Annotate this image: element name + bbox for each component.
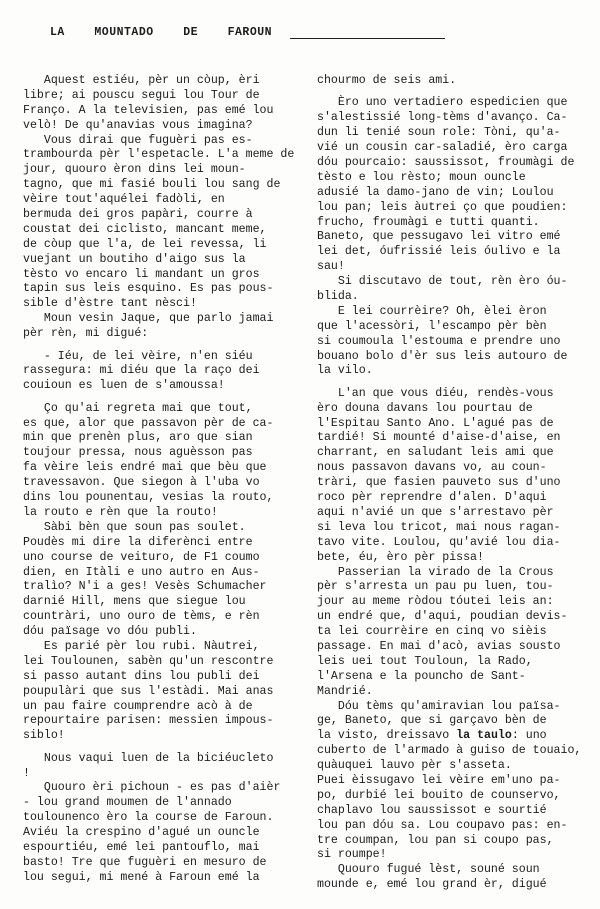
paragraph-gap xyxy=(23,342,298,350)
text-line: basto! Tre que fuguèri en mesuro de xyxy=(23,855,267,869)
text-line: tèsto vo encaro li mandant un gros xyxy=(23,267,260,281)
text-line: si roumpe! xyxy=(317,848,387,862)
text-line: mounde e, emé lou grand èr, digué xyxy=(317,878,547,892)
text-line: vié un cousin car-saladié, èro carga xyxy=(317,141,568,155)
title-underline xyxy=(290,38,445,39)
right-text-column xyxy=(317,74,600,904)
text-line: rassegura: mi diéu que la raço dei xyxy=(23,364,260,378)
text-line: dóu pourcaio: saussissot, froumàgi de xyxy=(317,155,575,169)
text-line: toulounenco èro la course de Faroun. xyxy=(23,811,274,825)
text-line: adusié la damo-jano de vin; Loulou xyxy=(317,185,554,199)
text-line: lou segui, mi mené à Faroun emé la xyxy=(23,870,260,884)
text-line: sible d'èstre tant nèsci! xyxy=(23,297,197,311)
text-line: es que, alor que passavon pèr de ca- xyxy=(23,416,274,430)
text-line: L'an que vous diéu, rendès-vous xyxy=(317,386,554,400)
text-line: lou pan; leis àutrei ço que poudien: xyxy=(317,200,568,214)
text-line: Baneto, que pessugavo lei vitro emé xyxy=(317,230,561,244)
text-line: tèsto e lou rèsto; moun ouncle xyxy=(317,170,526,184)
text-line: aqui n'avié un que s'arrestavo pèr xyxy=(317,505,554,519)
text-line: un pau faire coumprendre acò à de xyxy=(23,699,253,713)
text-line: travessavon. Que siegon à l'uba vo xyxy=(23,476,260,490)
text-line: Nous vaqui luen de la biciéucleto xyxy=(23,751,274,765)
document-title: LA MOUNTADO DE FAROUN xyxy=(50,26,273,39)
text-line: Puei èissugavo lei vèire em'uno pa- xyxy=(317,773,561,787)
text-line: tràri, que fasien pauveto sus d'uno xyxy=(317,476,561,490)
text-line: quàuquei lauvo pèr s'asseta. xyxy=(317,759,512,773)
text-line: s'alestissié long-tèms d'avanço. Ca- xyxy=(317,111,568,125)
text-line: darnié Hill, mens que siegue lou xyxy=(23,595,246,609)
text-line: la vilo. xyxy=(317,364,373,378)
text-line: de còup que l'a, de lei revessa, li xyxy=(23,237,267,251)
text-line: tre coumpan, lou pan si coupo pas, xyxy=(317,833,554,847)
text-line: Si discutavo de tout, rèn èro óu- xyxy=(317,275,568,289)
text-line: ta lei courrèire en cinq vo sièis xyxy=(317,625,547,639)
text-line: toujour pressa, nous aguèsson pas xyxy=(23,446,253,460)
text-line: min que prenèn plus, aro que sian xyxy=(23,431,253,445)
text-line: cuberto de l'armado à guiso de touaio, xyxy=(317,744,582,758)
text-line: Vous dirai que fuguèri pas es- xyxy=(23,133,253,147)
text-line: poupulàri que sus l'estàdi. Mai anas xyxy=(23,684,274,698)
text-line: libre; ai pouscu segui lou Tour de xyxy=(23,88,260,102)
text-line: repourtaire parisen: messien impous- xyxy=(23,714,274,728)
text-line: - Iéu, de lei vèire, n'en siéu xyxy=(23,349,253,363)
text-line: passage. En mai d'acò, avias sousto xyxy=(317,639,561,653)
left-text-column xyxy=(23,74,298,904)
text-line: E lei courrèire? Oh, èlei èron xyxy=(317,304,547,318)
text-line: Dóu tèms qu'amiravian lou païsa- xyxy=(317,699,561,713)
text-line: Moun vesin Jaque, que parlo jamai xyxy=(23,312,274,326)
text-line: roco pèr reprendre d'alen. D'aqui xyxy=(317,491,547,505)
text-line: l'Espitau Santo Ano. L'agué pas de xyxy=(317,416,554,430)
text-line: countràri, uno ouro de tèms, e rèn xyxy=(23,610,260,624)
text-line: Es parié pèr lou rubi. Nàutrei, xyxy=(23,639,260,653)
text-line: vuejant un boutiho d'aigo sus la xyxy=(23,252,246,266)
paragraph-gap xyxy=(23,394,298,402)
text-line: la visto, dreissavo la taulo: uno xyxy=(317,729,547,743)
text-line: tavo vite. Loulou, qu'avié lou dia- xyxy=(317,535,561,549)
text-line: Aviéu la crespino d'agué un ouncle xyxy=(23,826,260,840)
text-line: uno course de veituro, de F1 coumo xyxy=(23,550,260,564)
text-line: la routo e rèn que la routo! xyxy=(23,505,218,519)
text-line: chourmo de seis ami. xyxy=(317,74,457,87)
text-line: ge, Baneto, que si garçavo bèn de xyxy=(317,714,547,728)
text-line: lou pan dóu sa. Lou coupavo pas: en- xyxy=(317,818,568,832)
text-line: que l'acessòri, l'escampo pèr bèn xyxy=(317,319,547,333)
paragraph-gap xyxy=(23,744,298,752)
text-line: tardié! Si mounté d'aise-d'aise, en xyxy=(317,431,561,445)
text-line: ! xyxy=(23,766,30,780)
text-line: un endré que, d'aqui, poudian devis- xyxy=(317,610,568,624)
text-line: velò! De qu'anavias vous imagina? xyxy=(23,118,253,132)
text-line: Aquest estiéu, pèr un còup, èri xyxy=(23,74,260,87)
text-line: Ço qu'ai regreta mai que tout, xyxy=(23,401,253,415)
text-line: l'Arsena e la pouncho de Sant- xyxy=(317,669,526,683)
text-line: vèire tout'aquélei fadòli, en xyxy=(23,193,225,207)
text-line: jour, quouro èron dins lei moun- xyxy=(23,163,246,177)
text-line: jour au meme ròdou tóutei leis an: xyxy=(317,595,554,609)
text-line: nous passavon davans vo, au coun- xyxy=(317,461,547,475)
text-line: èro douna davans lou pourtau de xyxy=(317,401,533,415)
text-line: si leva lou tricot, mai nous ragan- xyxy=(317,520,561,534)
text-line: trambourda pèr l'espetacle. L'a meme de xyxy=(23,148,295,162)
line-tail: : uno xyxy=(511,729,547,743)
text-line: Poudès mi dire la diferènci entre xyxy=(23,535,253,549)
text-line: si coumoula l'estouma e prendre uno xyxy=(317,334,561,348)
text-line: Quouro fugué lèst, souné soun xyxy=(317,863,540,877)
paragraph-gap xyxy=(317,379,600,387)
text-line: espourtiéu, emé lei pantouflo, mai xyxy=(23,841,260,855)
text-line: pèr rèn, mi digué: xyxy=(23,327,149,341)
text-line: Èro uno vertadiero espedicien que xyxy=(317,96,568,110)
text-line: dóu païsage vo dóu publi. xyxy=(23,625,197,639)
text-line: dien, en Itàli e uno autro en Aus- xyxy=(23,565,260,579)
text-line: fa vèire leis endré mai que bèu que xyxy=(23,461,267,475)
text-line: si passo autant dins lou publi dei xyxy=(23,669,260,683)
text-line: coustat dei ciclisto, mancant meme, xyxy=(23,222,267,236)
text-line: sau! xyxy=(317,260,345,274)
text-line: couioun es luen de s'amoussa! xyxy=(23,379,225,393)
text-line: lei det, óufrissié leis óulivo e la xyxy=(317,245,561,259)
text-line: blida. xyxy=(317,289,359,303)
bold-phrase: la taulo xyxy=(456,729,512,743)
text-line: charrant, en saludant leis ami que xyxy=(317,446,554,460)
text-line: dun li tenié soun role: Tòni, qu'a- xyxy=(317,126,561,140)
text-line: bouano bolo d'èr sus leis autouro de xyxy=(317,349,568,363)
text-line: tagno, que mi fasié bouli lou sang de xyxy=(23,178,281,192)
text-line: - lou grand moumen de l'annado xyxy=(23,796,232,810)
text-line: pèr s'arresta un pau pu luen, tou- xyxy=(317,580,554,594)
text-line: frucho, froumàgi e tutti quanti. xyxy=(317,215,540,229)
text-line: po, durbié lei bouito de counservo, xyxy=(317,788,561,802)
text-line: Mandrié. xyxy=(317,684,373,698)
text-line: lei Toulounen, sabèn qu'un rescontre xyxy=(23,654,274,668)
text-line: bermuda dei gros papàri, courre à xyxy=(23,208,253,222)
text-line: leis uei tout Touloun, la Rado, xyxy=(317,654,533,668)
text-line: Passerian la virado de la Crous xyxy=(317,565,554,579)
text-line: Sàbi bèn que soun pas soulet. xyxy=(23,520,246,534)
text-line: chaplavo lou saussissot e sourtié xyxy=(317,803,547,817)
text-line: dins lou pounentau, vesias la routo, xyxy=(23,491,274,505)
text-line: Franço. A la televisien, pas emé lou xyxy=(23,103,274,117)
text-line: siblo! xyxy=(23,729,65,743)
text-line: tapin sus leis esquino. Es pas pous- xyxy=(23,282,274,296)
text-line: tralìo? N'i a ges! Vesès Schumacher xyxy=(23,580,267,594)
text-line: Quouro èri pichoun - es pas d'aièr xyxy=(23,781,281,795)
text-line: bete, éu, èro pèr pissa! xyxy=(317,550,484,564)
